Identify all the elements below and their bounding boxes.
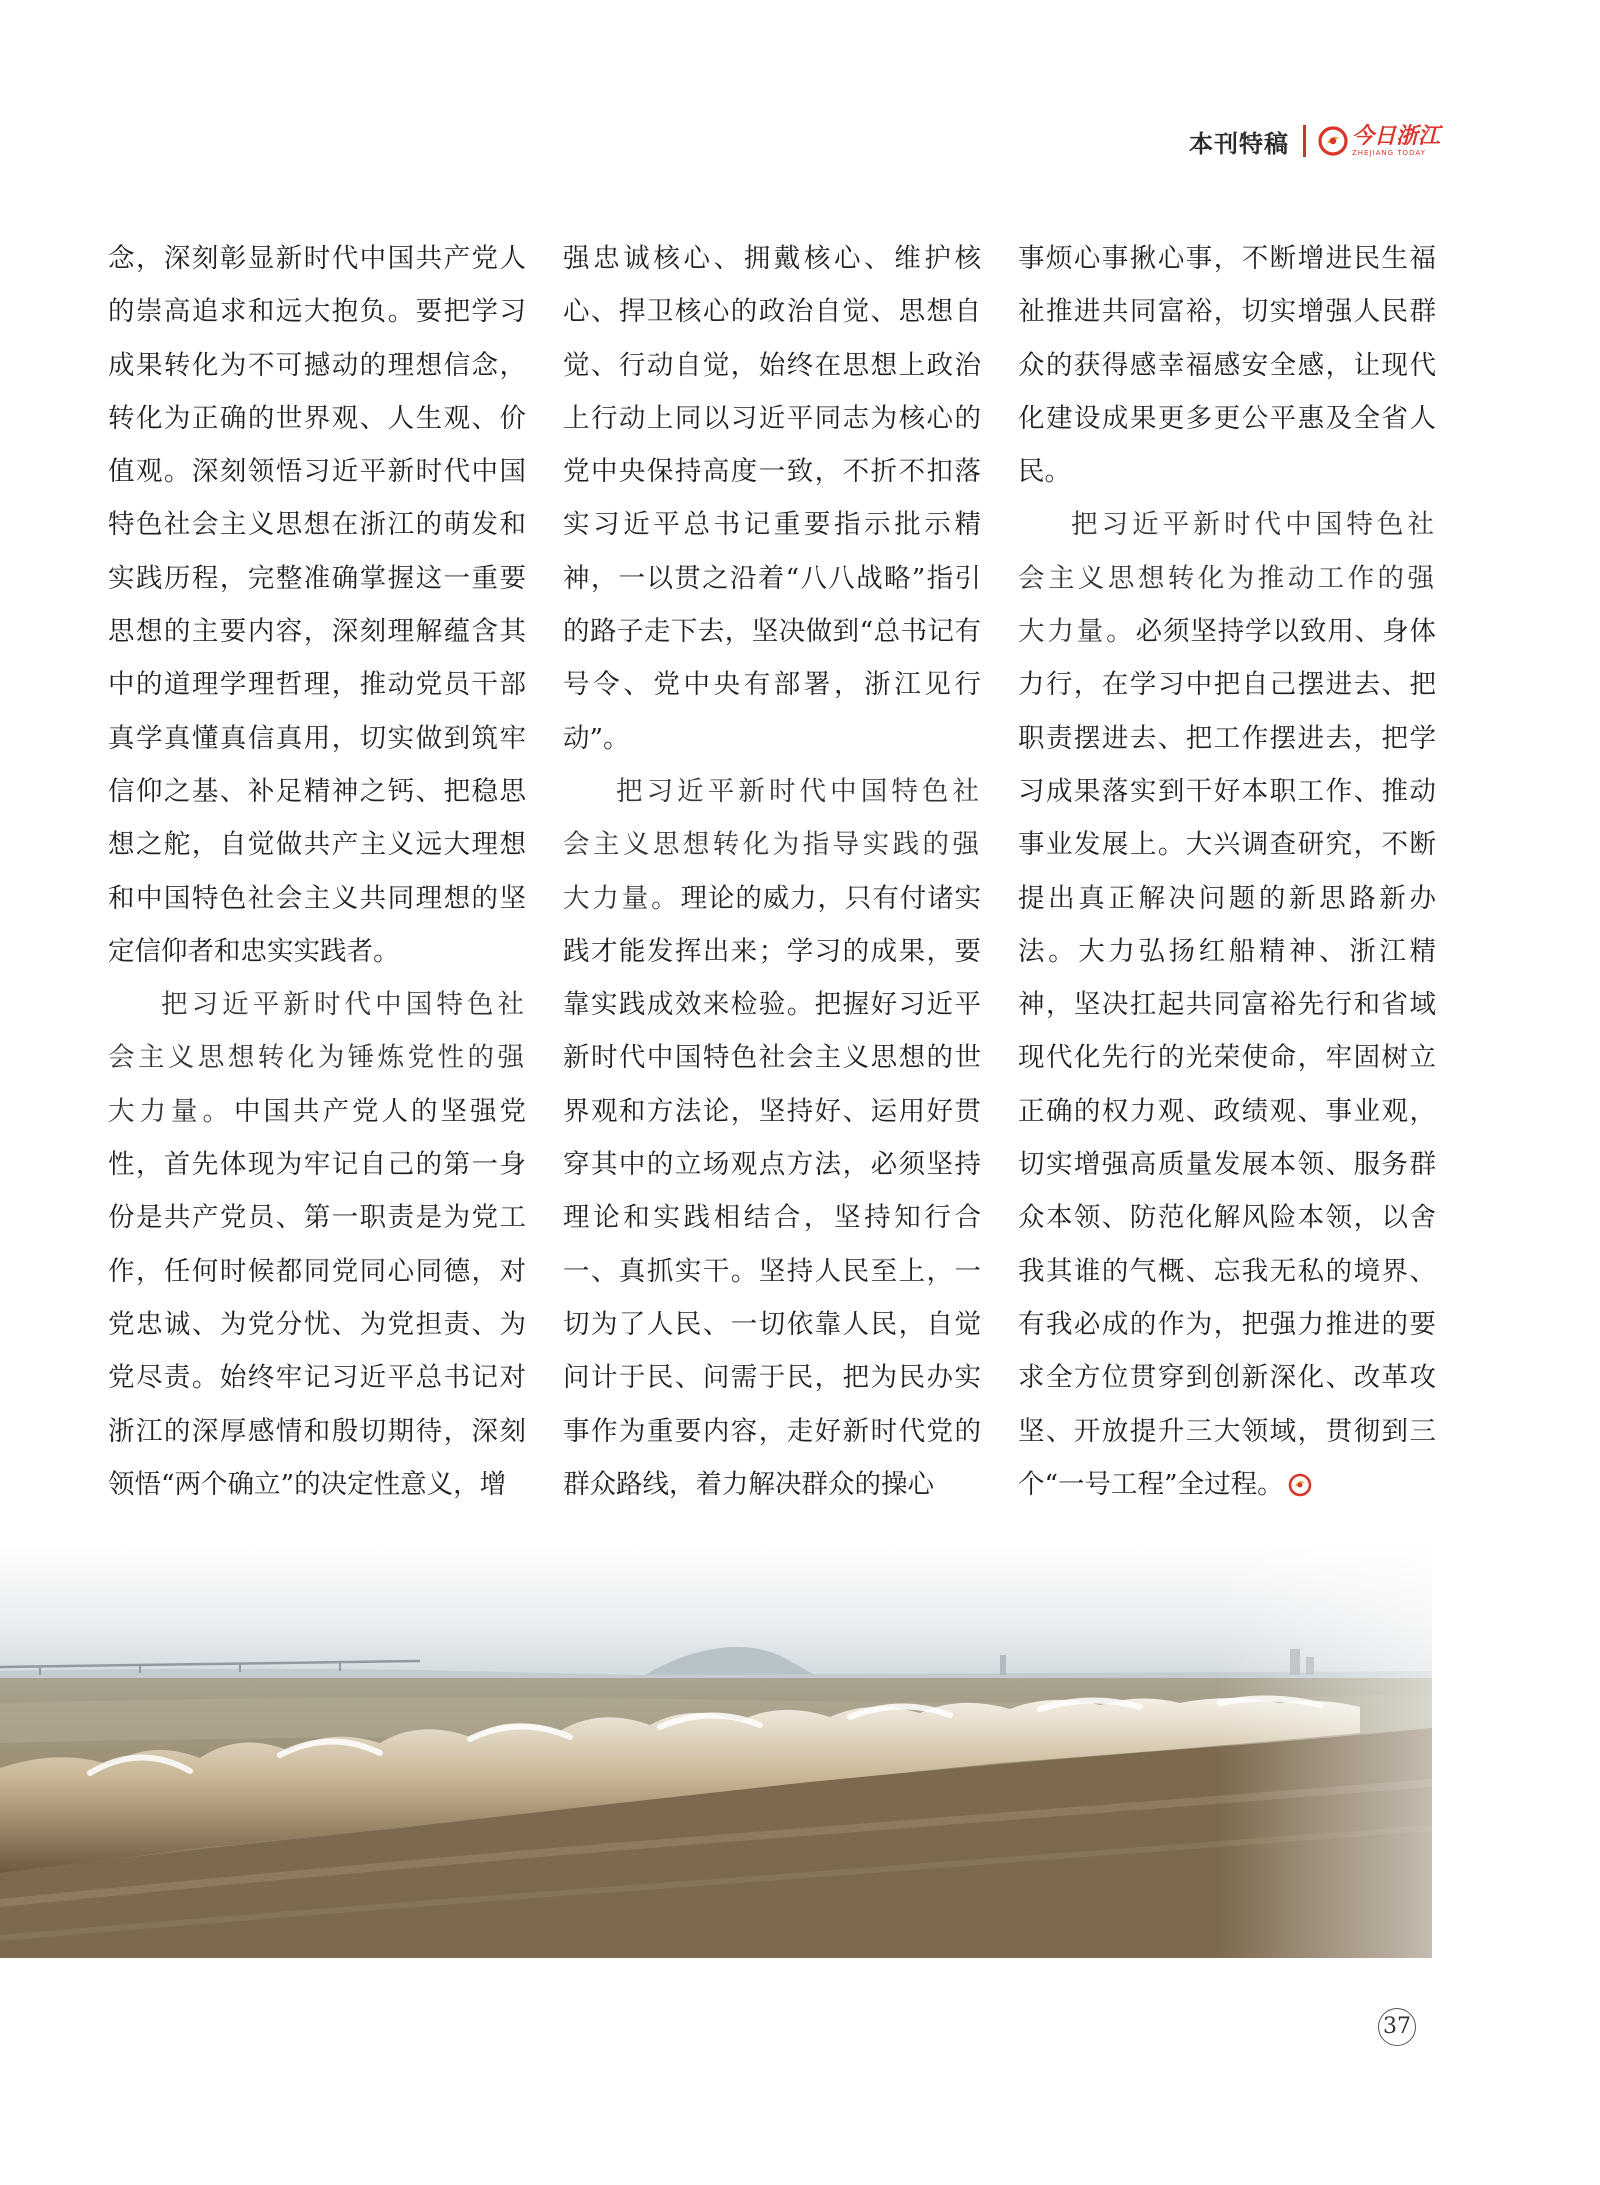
paragraph-text: 事烦心事揪心事，不断增进民生福祉推进共同富裕，切实增强人民群众的获得感幸福感安全感，让现代化建设成果更多更公平惠及全省人民。: [1018, 243, 1436, 488]
tidal-bore-illustration: [0, 1543, 1432, 1958]
magazine-logo: [1318, 123, 1440, 157]
paragraph: [108, 978, 526, 1511]
column-2: [563, 232, 981, 1512]
page-header: [1189, 118, 1440, 164]
zhejiang-today-logo-icon: [1318, 126, 1348, 156]
paragraph-lead: 把习近平新时代中国特色社会主义思想转化为推动工作的强大力量。: [1018, 509, 1436, 648]
paragraph-text: 必须坚持学以致用、身体力行，在学习中把自己摆进去、把职责摆进去、把工作摆进去，把学习成果落实到干好本职工作、推动事业发展上。大兴调查研究，不断提出真正解决问题的新思路新办法。大力弘扬红船精神、浙江精神，坚决扛起共同富裕先行和省域现代化先行的光荣使命，牢固树立正确的权力观、政绩观、事业观，切实增强高质量发展本领、服务群众本领、防范化解风险本领，以舍我其谁的气概、忘我无私的境界、有我必成的作为，把强力推进的要求全方位贯穿到创新深化、改革攻坚、开放提升三大领域，贯彻到三个“一号工程”全过程。: [1018, 616, 1436, 1500]
article-end-mark-icon: [1288, 1473, 1312, 1497]
column-3: [1018, 232, 1436, 1512]
paragraph: [1018, 232, 1436, 498]
paragraph-text: 强忠诚核心、拥戴核心、维护核心、捍卫核心的政治自觉、思想自觉、行动自觉，始终在思想上政治上行动上同以习近平同志为核心的党中央保持高度一致，不折不扣落实习近平总书记重要指示批示精神，一以贯之沿着“八八战略”指引的路子走下去，坚决做到“总书记有号令、党中央有部署，浙江见行动”。: [563, 243, 981, 754]
page-number: 37: [1378, 2008, 1416, 2046]
header-divider: [1303, 125, 1306, 157]
paragraph: [563, 232, 981, 765]
logo-title: 今日浙江: [1351, 123, 1440, 149]
logo-text-block: [1351, 123, 1440, 157]
column-1: [108, 232, 526, 1512]
paragraph: [1018, 498, 1436, 1511]
paragraph: [108, 232, 526, 978]
article-body: [108, 232, 1436, 1512]
tidal-bore-photo: [0, 1543, 1432, 1958]
paragraph-lead: 把习近平新时代中国特色社会主义思想转化为锤炼党性的强大力量。: [108, 989, 526, 1127]
logo-subtitle: ZHEJIANG TODAY: [1351, 148, 1426, 157]
paragraph-text: 念，深刻彰显新时代中国共产党人的崇高追求和远大抱负。要把学习成果转化为不可撼动的理想信念，转化为正确的世界观、人生观、价值观。深刻领悟习近平新时代中国特色社会主义思想在浙江的萌发和实践历程，完整准确掌握这一重要思想的主要内容，深刻理解蕴含其中的道理学理哲理，推动党员干部真学真懂真信真用，切实做到筑牢信仰之基、补足精神之钙、把稳思想之舵，自觉做共产主义远大理想和中国特色社会主义共同理想的坚定信仰者和忠实实践者。: [108, 243, 526, 967]
paragraph-text: 中国共产党人的坚强党性，首先体现为牢记自己的第一身份是共产党员、第一职责是为党工作，任何时候都同党同心同德，对党忠诚、为党分忧、为党担责、为党尽责。始终牢记习近平总书记对浙江的深厚感情和殷切期待，深刻领悟“两个确立”的决定性意义，增: [108, 1095, 526, 1500]
paragraph: [563, 765, 981, 1511]
paragraph-lead: 把习近平新时代中国特色社会主义思想转化为指导实践的强大力量。: [563, 775, 981, 914]
paragraph-text: 理论的威力，只有付诸实践才能发挥出来；学习的成果，要靠实践成效来检验。把握好习近平新时代中国特色社会主义思想的世界观和方法论，坚持好、运用好贯穿其中的立场观点方法，必须坚持理论和实践相结合，坚持知行合一、真抓实干。坚持人民至上，一切为了人民、一切依靠人民，自觉问计于民、问需于民，把为民办实事作为重要内容，走好新时代党的群众路线，着力解决群众的操心: [563, 882, 981, 1500]
section-name: 本刊特稿: [1188, 129, 1289, 158]
